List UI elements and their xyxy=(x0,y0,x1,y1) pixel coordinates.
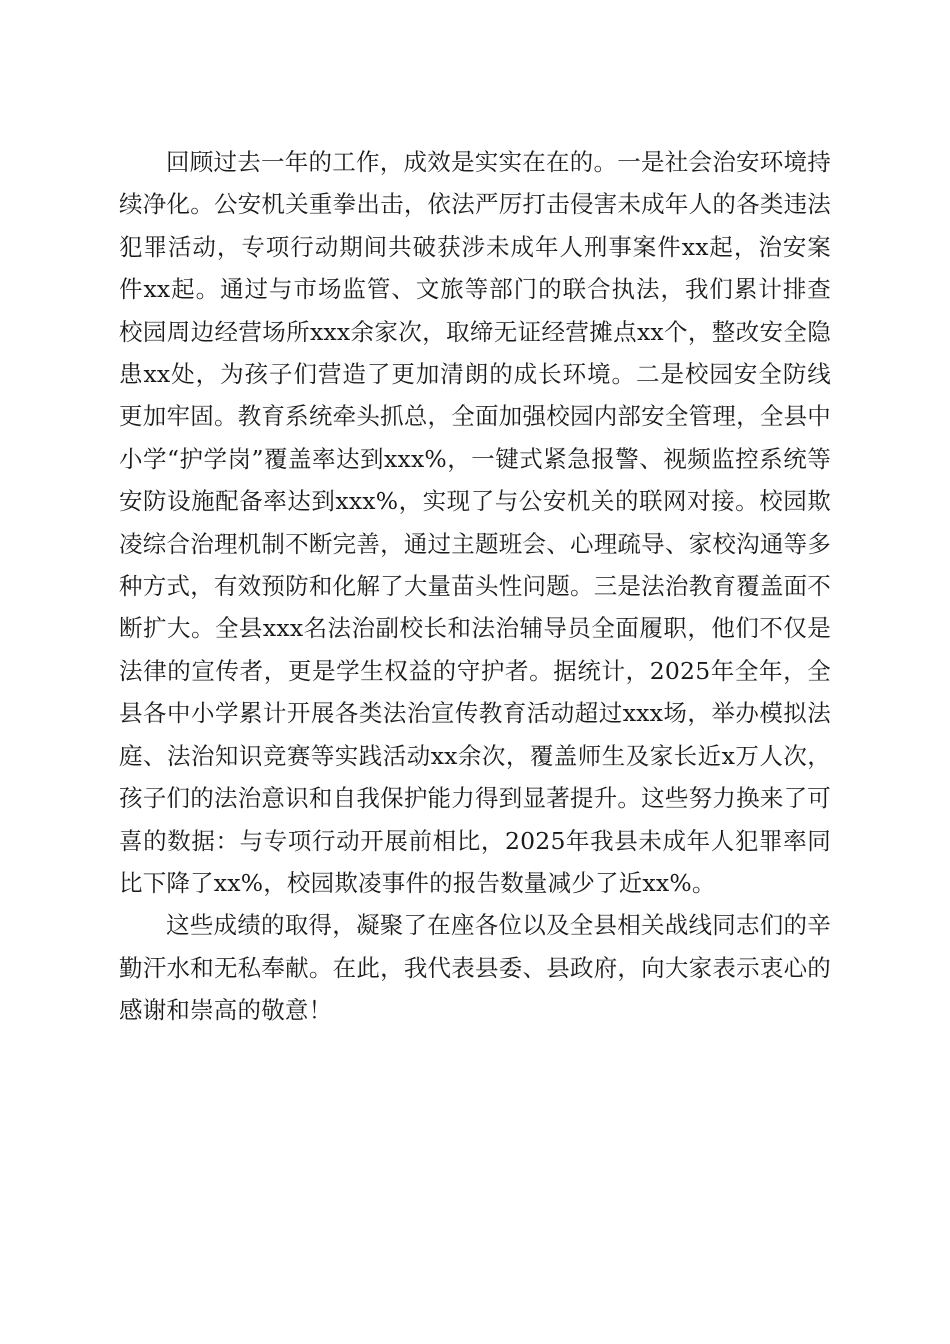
document-body xyxy=(119,141,831,1032)
paragraph-thanks: 这些成绩的取得，凝聚了在座各位以及全县相关战线同志们的辛勤汗水和无私奉献。在此，我代表县委、县政府，向大家表示衷心的感谢和崇高的敬意！ xyxy=(119,911,831,1025)
paragraph-achievements: 回顾过去一年的工作，成效是实实在在的。一是社会治安环境持续净化。公安机关重拳出击，依法严厉打击侵害未成年人的各类违法犯罪活动，专项行动期间共破获涉未成年人刑事案件xx起，治安案件xx起。通过与市场监管、文旅等部门的联合执法，我们累计排查校园周边经营场所xxx余家次，取缔无证经营摊点xx个，整改安全隐患xx处，为孩子们营造了更加清朗的成长环境。二是校园安全防线更加牢固。教育系统牵头抓总，全面加强校园内部安全管理，全县中小学“护学岗”覆盖率达到xxx%，一键式紧急报警、视频监控系统等安防设施配备率达到xxx%，实现了与公安机关的联网对接。校园欺凌综合治理机制不断完善，通过主题班会、心理疏导、家校沟通等多种方式，有效预防和化解了大量苗头性问题。三是法治教育覆盖面不断扩大。全县xxx名法治副校长和法治辅导员全面履职，他们不仅是法律的宣传者，更是学生权益的守护者。据统计，2025年全年，全县各中小学累计开展各类法治宣传教育活动超过xxx场，举办模拟法庭、法治知识竞赛等实践活动xx余次，覆盖师生及家长近x万人次，孩子们的法治意识和自我保护能力得到显著提升。这些努力换来了可喜的数据：与专项行动开展前相比，2025年我县未成年人犯罪率同比下降了xx%，校园欺凌事件的报告数量减少了近xx%。 xyxy=(119,148,831,897)
